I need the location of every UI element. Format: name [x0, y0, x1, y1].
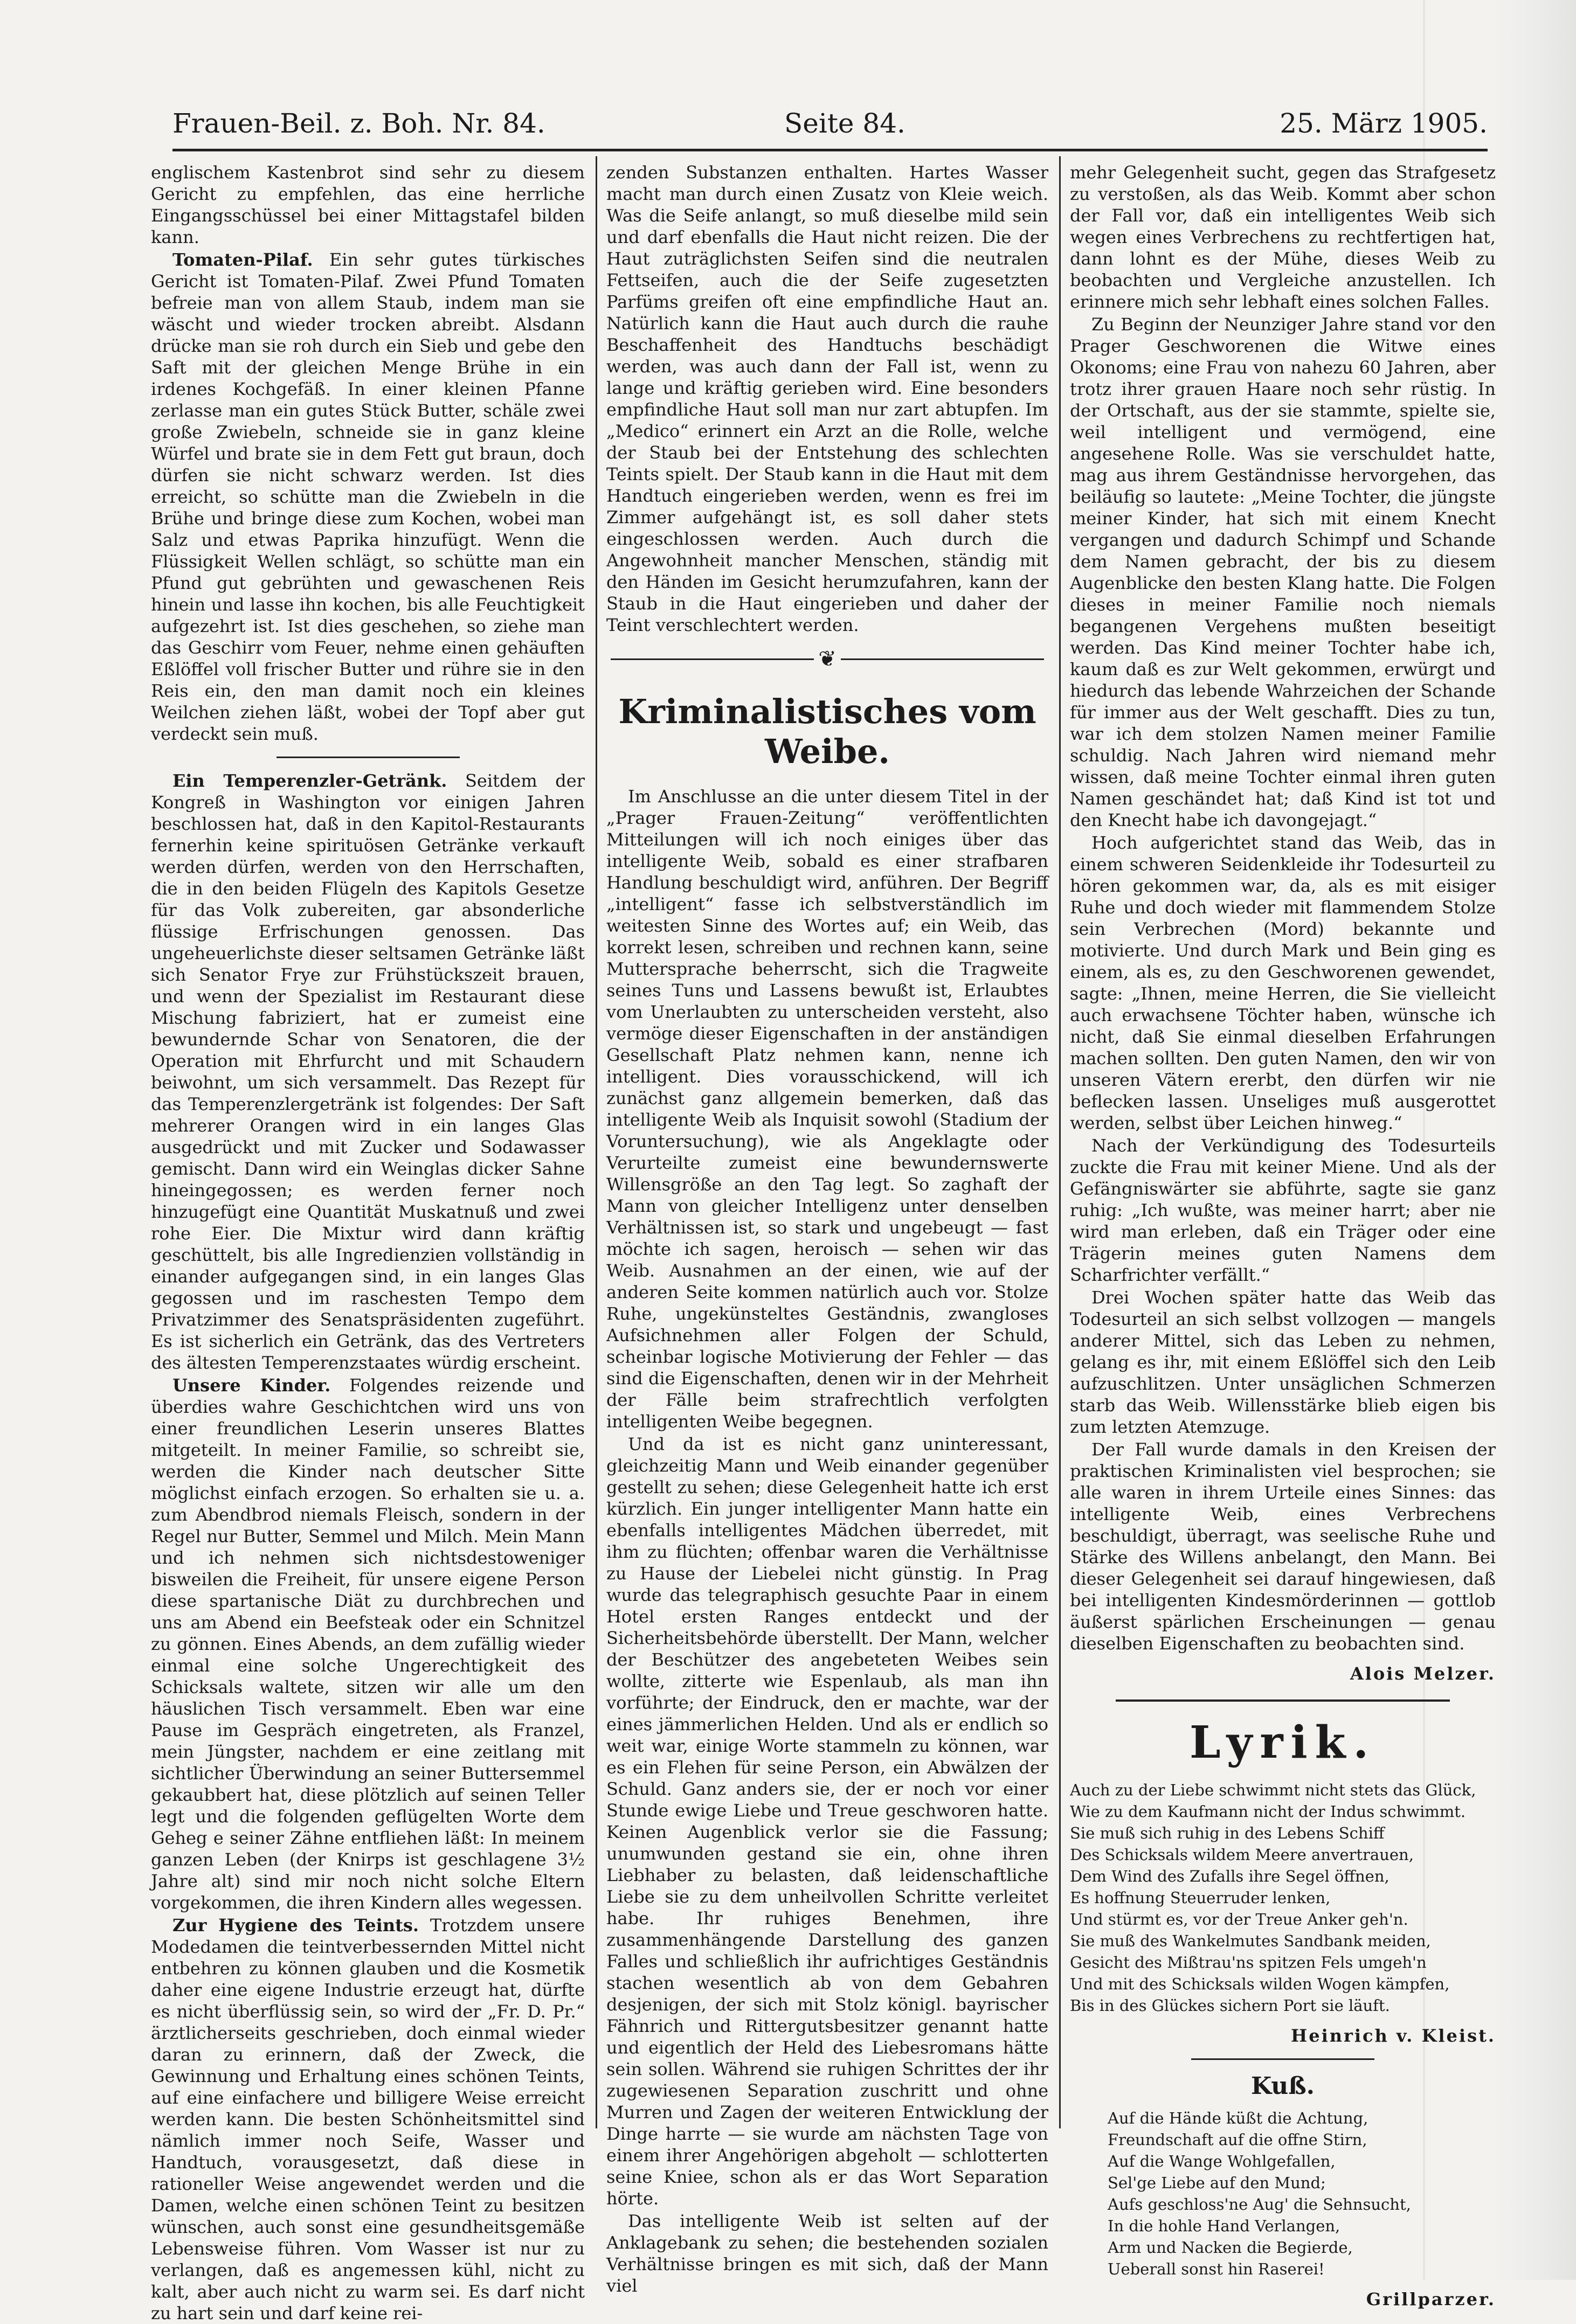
poem-author: Heinrich v. Kleist.: [1291, 2025, 1496, 2046]
paragraph: Drei Wochen später hatte das Weib das Todesurteil an sich selbst vollzogen — mangels anderer Mittel, sich das Leben zu nehmen, gelang es ihr, mit einem Eßlöffel sich den Leib aufzuschlitzen. Unter unsäglichen Schmerzen starb das Weib. Willensstärke blieb eigen bis zum letzten Atemzuge.: [1070, 1287, 1496, 1437]
poem-line: Freundschaft auf die offne Stirn,: [1108, 2131, 1367, 2149]
section-rule: [1191, 2058, 1374, 2060]
poem-line: Es hoffnung Steuerruder lenken,: [1070, 1889, 1331, 1907]
article-teint: [151, 1914, 585, 2324]
poem-line: Auf die Hände küßt die Achtung,: [1108, 2109, 1368, 2127]
column-2: [606, 162, 1048, 2296]
poem-line: Sie muß des Wankelmutes Sandbank meiden,: [1070, 1932, 1431, 1950]
page-edge: [1490, 0, 1576, 2280]
article-kinder: [151, 1375, 585, 1913]
poem-line: Und stürmt es, vor der Treue Anker geh'n.: [1070, 1910, 1408, 1928]
page-header: [172, 108, 1488, 151]
paragraph: zenden Substanzen enthalten. Hartes Wasser macht man durch einen Zusatz von Kleie weich. Was die Seife anlangt, so muß dieselbe mild sein und darf ebenfalls die Haut nicht reizen. Die der Haut zuträglichsten Seifen sind die neutralen Fettseifen, auch die der Seife zugesetzten Parfüms greifen oft eine empfindliche Haut an. Natürlich kann die Haut auch durch die rauhe Beschaffenheit des Handtuchs beschädigt werden, was auch dann der Fall ist, wenn zu lange und kräftig gerieben wird. Eine besonders empfindliche Haut soll man nur zart abtupfen. Im „Medico“ erinnert ein Arzt an die Rolle, welche der Staub bei der Entstehung des schlechten Teints spielt. Der Staub kann in die Haut mit dem Handtuch eingerieben werden, wenn es frei im Zimmer aufgehängt ist, es soll daher stets eingeschlossen werden. Auch durch die Angewohnheit mancher Menschen, ständig mit den Händen im Gesicht herumzufahren, kann der Staub in die Haut eingerieben und daher der Teint verschlechtert werden.: [606, 162, 1048, 635]
poem-line: Bis in des Glückes sichern Port sie läuft.: [1070, 1996, 1390, 2015]
section-rule: [277, 757, 460, 758]
section-rule: [1116, 1699, 1450, 1702]
section-heading: Unsere Kinder.: [172, 1375, 331, 1396]
paragraph: Im Anschlusse an die unter diesem Titel in der „Prager Frauen-Zeitung“ veröffentlichten Mitteilungen will ich noch einiges über das intelligente Weib, sobald es einer strafbaren Handlung beschuldigt wird, anführen. Der Begriff „intelligent“ fasse ich selbstverständlich im weitesten Sinne des Wortes auf; ein Weib, das korrekt lesen, schreiben und rechnen kann, seine Muttersprache beherrscht, sich die Tragweite seines Tuns und Lassens bewußt ist, Erlaubtes vom Unerlaubten zu unterscheiden versteht, also vermöge dieser Eigenschaften in der anständigen Gesellschaft Platz nehmen kann, nenne ich intelligent. Dies vorausschickend, will ich zunächst ganz allgemein bemerken, daß das intelligente Weib als Inquisit sowohl (Stadium der Voruntersuchung), wie als Angeklagte oder Verurteilte zumeist eine bewundernswerte Willensgröße an den Tag legt. So zaghaft der Mann von gleicher Intelligenz unter denselben Verhältnissen ist, so stark und ungebeugt — fast möchte ich sagen, heroisch — sehen wir das Weib. Ausnahmen an der einen, wie auf der anderen Seite kommen natürlich auch vor. Stolze Ruhe, ungekünsteltes Geständnis, zwangloses Aufsichnehmen aller Folgen der Schuld, scheinbar logische Motivierung der Fehler — das sind die Eigenschaften, denen wir in der Mehrheit der Fälle beim strafrechtlich verfolgten intelligenten Weibe begegnen.: [606, 786, 1048, 1432]
poem-line: Aufs geschloss'ne Aug' die Sehnsucht,: [1108, 2195, 1411, 2214]
header-issue: Frauen-Beil. z. Boh. Nr. 84.: [172, 108, 545, 139]
poem-line: Des Schicksals wildem Meere anvertrauen,: [1070, 1846, 1414, 1864]
column-divider: [596, 156, 597, 2128]
poem-line: Gesicht des Mißtrau'ns spitzen Fels umgeh'n: [1070, 1953, 1427, 1972]
poem-line: Auch zu der Liebe schwimmt nicht stets das Glück,: [1070, 1781, 1476, 1799]
column-1: [151, 162, 585, 2323]
article-title: Kriminalistisches vom Weibe.: [618, 692, 1036, 771]
poem-line: Und mit des Schicksals wilden Wogen kämpfen,: [1070, 1975, 1450, 1993]
paragraph-text: Folgendes reizende und überdies wahre Geschichtchen wird uns von einer freundlichen Leserin unseres Blattes mitgeteilt. In meiner Familie, so schreibt sie, werden die Kinder nach deutscher Sitte möglichst einfach erzogen. So erhalten sie u. a. zum Abendbrod niemals Fleisch, sondern in der Regel nur Butter, Semmel und Milch. Mein Mann und ich nehmen sich nichtsdestoweniger bisweilen die Freiheit, für unsere eigene Person diese spartanische Diät zu durchbrechen und uns am Abend ein Beefsteak oder ein Schnitzel zu gönnen. Eines Abends, an dem zufällig wieder einmal eine solche Ungerechtigkeit des Schicksals waltete, sitzen wir alle um den häuslichen Tisch versammelt. Eben war eine Pause im Gespräch eingetreten, als Franzel, mein Jüngster, nachdem er eine zeitlang mit sichtlicher Überwindung an seiner Buttersemmel gekaubbert hat, diese plötzlich auf seinen Teller legt und die folgenden geflügelten Worte dem Geheg e seiner Zähne entfliehen läßt: In meinem ganzen Leben (der Knirps ist geschlagene 3½ Jahre alt) sind mir noch nicht solche Eltern vorgekommen, die ihren Kindern alles wegessen.: [151, 1375, 585, 1913]
ornament-icon: ❦: [818, 647, 837, 671]
section-heading: Tomaten-Pilaf.: [172, 249, 313, 270]
ornament-bar: [611, 658, 814, 660]
ornament-bar: [841, 658, 1044, 660]
poem-title: Kuß.: [1250, 2072, 1315, 2100]
poem-kuss: [1070, 2107, 1496, 2280]
paragraph: englischem Kastenbrot sind sehr zu diesem Gericht zu empfehlen, das eine herrliche Eingangsschüssel bei einer Mittagstafel bilden kann.: [151, 162, 585, 247]
column-3: [1070, 162, 1496, 2309]
paragraph-text: Ein sehr gutes türkisches Gericht ist Tomaten-Pilaf. Zwei Pfund Tomaten befreie man von allem Staub, indem man sie wäscht und wieder trocken abreibt. Alsdann drücke man sie roh durch ein Sieb und gebe den Saft mit der gleichen Menge Brühe in ein irdenes Kochgefäß. In einer kleinen Pfanne zerlasse man ein gutes Stück Butter, schäle zwei große Zwiebeln, schneide sie in ganz kleine Würfel und brate sie in dem Fett gut braun, doch dürfen sie nicht schwarz werden. Ist dies erreicht, so schütte man die Zwiebeln in die Brühe und bringe diese zum Kochen, wobei man Salz und etwas Paprika hinzufügt. Wenn die Flüssigkeit Wellen schlägt, so schütte man ein Pfund gut gebrühten und gewaschenen Reis hinein und lasse ihn kochen, bis alle Feuchtigkeit aufgezehrt ist. Ist dies geschehen, so ziehe man das Geschirr vom Feuer, nehme einen gehäuften Eßlöffel voll frischer Butter und rühre sie in den Reis ein, den man damit noch ein kleines Weilchen ziehen läßt, wobei der Topf aber gut verdeckt sein muß.: [151, 249, 585, 744]
article-author: Alois Melzer.: [1350, 1663, 1496, 1684]
paragraph: Hoch aufgerichtet stand das Weib, das in einem schweren Seidenkleide ihr Todesurteil zu hören gekommen war, da, als es mit eisiger Ruhe und doch wieder mit flammendem Stolze sein Verbrechen (Mord) bekannte und motivierte. Und durch Mark und Bein ging es einem, als es, zu den Geschworenen gewendet, sagte: „Ihnen, meine Herren, die Sie vielleicht auch erwachsene Töchter haben, wünsche ich nicht, daß Sie einmal dieselben Erfahrungen machen sollten. Den guten Namen, den wir von unseren Vätern ererbt, den dürfen wir nie beflecken lassen. Unseliges muß ausgerottet werden, selbst über Leichen hinweg.“: [1070, 833, 1496, 1133]
paragraph: Der Fall wurde damals in den Kreisen der praktischen Kriminalisten viel besprochen; sie alle waren in ihrem Urteile eines Sinnes: das intelligente Weib, eines Verbrechens beschuldigt, überragt, was seelische Ruhe und Stärke des Willens anbelangt, den Mann. Bei dieser Gelegenheit sei darauf hingewiesen, daß bei intelligenten Kindesmörderinnen — gottlob äußerst spärlichen Erscheinungen — genau dieselben Eigenschaften zu beobachten sind.: [1070, 1439, 1496, 1654]
poem-line: Arm und Nacken die Begierde,: [1108, 2238, 1353, 2257]
poem-line: Dem Wind des Zufalls ihre Segel öffnen,: [1070, 1867, 1390, 1885]
article-tomaten: [151, 249, 585, 745]
header-date: 25. März 1905.: [1280, 108, 1488, 139]
column-divider: [1059, 156, 1061, 2128]
header-page-number: Seite 84.: [784, 108, 905, 139]
poem-line: Wie zu dem Kaufmann nicht der Indus schwimmt.: [1070, 1802, 1466, 1821]
poem-author: Grillparzer.: [1366, 2289, 1496, 2309]
paragraph: Und da ist es nicht ganz uninteressant, gleichzeitig Mann und Weib einander gegenüber gestellt zu sehen; diese Gelegenheit hatte ich erst kürzlich. Ein junger intelligenter Mann hatte ein ebenfalls intelligentes Mädchen überredet, mit ihm zu flüchten; offenbar waren die Verhältnisse zu Hause der Liebelei nicht günstig. In Prag wurde das telegraphisch gesuchte Paar in einem Hotel ersten Ranges entdeckt und der Sicherheitsbehörde überstellt. Der Mann, welcher der Beschützer des angebeteten Weibes sein wollte, zitterte wie Espenlaub, als man ihn vorführte; der Eindruck, den er machte, war der eines jämmerlichen Helden. Und als er endlich so weit war, einige Worte stammeln zu können, war es ein Flehen für seine Person, ein Abwälzen der Schuld. Ganz anders sie, der er noch vor einer Stunde ewige Liebe und Treue geschworen hatte. Keinen Augenblick verlor sie die Fassung; unumwunden gestand sie ein, ohne ihren Liebhaber zu belasten, daß leidenschaftliche Liebe sie zu dem unheilvollen Schritte verleitet habe. Ihr ruhiges Benehmen, ihre zusammenhängende Darstellung des ganzen Falles und schließlich ihr aufrichtiges Geständnis stachen wesentlich ab von dem Gebahren desjenigen, der sich mit Stolz königl. bayrischer Fähnrich und Rittergutsbesitzer genannt hatte und eigentlich der Held des Liebesromans hätte sein sollen. Während sie ruhigen Schrittes der ihr zugewiesenen Separation zuschritt und ohne Murren und Zagen der weiteren Entwicklung der Dinge harrte — sie wurde am nächsten Tage von einem ihrer Angehörigen abgeholt — schlotterten seine Kniee, schon als er das Wort Separation hörte.: [606, 1434, 1048, 2209]
poem-line: Sel'ge Liebe auf den Mund;: [1108, 2174, 1326, 2192]
paragraph-text: Seitdem der Kongreß in Washington vor einigen Jahren beschlossen hat, daß in den Kapitol-Restaurants fernerhin keine spirituösen Getränke verkauft werden dürfen, werden von den Herrschaften, die in den beiden Flügeln des Kapitols Gesetze für das Volk zubereiten, gar absonderliche flüssige Erfrischungen genossen. Das ungeheuerlichste dieser seltsamen Getränke läßt sich Senator Frye zur Frühstückszeit brauen, und wenn der Spezialist im Restaurant diese Mischung fabriziert, hat er zumeist eine bewundernde Schar von Senatoren, die der Operation mit Ehrfurcht und mit Schaudern beiwohnt, um sich versammelt. Das Rezept für das Temperenzlergetränk ist folgendes: Der Saft mehrerer Orangen wird in ein langes Glas ausgedrückt und mit Zucker und Sodawasser gemischt. Dann wird ein Weinglas dicker Sahne hineingegossen; es werden ferner noch hinzugefügt eine Quantität Muskatnuß und zwei rohe Eier. Die Mixtur wird dann kräftig geschüttelt, bis alle Ingredienzien vollständig in einander aufgegangen sind, in ein langes Glas gegossen und im raschesten Tempo dem Privatzimmer des Senatspräsidenten zugeführt. Es ist sicherlich ein Getränk, das des Vertreters des ältesten Temperenzstaates würdig erscheint.: [151, 771, 585, 1373]
section-title-lyrik: Lyrik.: [1189, 1717, 1377, 1768]
paragraph: Nach der Verkündigung des Todesurteils zuckte die Frau mit keiner Miene. Und als der Gefängniswärter sie abführte, sagte sie ganz ruhig: „Ich wußte, was meiner harrt; aber nie wird man erleben, daß ein Träger oder eine Trägerin meines guten Namens dem Scharfrichter verfällt.“: [1070, 1135, 1496, 1285]
paragraph-text: Trotzdem unsere Modedamen die teintverbessernden Mittel nicht entbehren zu können glauben und die Kosmetik daher eine eigene Industrie erzeugt hat, dürfte es nicht überflüssig sein, so wird der „Fr. D. Pr.“ ärztlicherseits geschrieben, doch einmal wieder daran zu erinnern, daß der Zweck, die Gewinnung und Erhaltung eines schönen Teints, auf eine einfachere und billigere Weise erreicht werden kann. Die besten Schönheitsmittel sind nämlich immer noch Seife, Wasser und Handtuch, vorausgesetzt, daß diese in rationeller Weise angewendet werden und die Damen, welche einen schönen Teint zu besitzen wünschen, auch sonst eine gesundheitsgemäße Lebensweise führen. Vom Wasser ist nur zu verlangen, daß es angemessen kühl, nicht zu kalt, aber auch nicht zu warm sei. Es darf nicht zu hart sein und darf keine rei-: [151, 1915, 585, 2323]
section-heading: Ein Temperenzler-Getränk.: [172, 771, 447, 791]
section-heading: Zur Hygiene des Teints.: [172, 1915, 419, 1935]
poem-line: In die hohle Hand Verlangen,: [1108, 2217, 1340, 2235]
poem-line: Auf die Wange Wohlgefallen,: [1108, 2152, 1336, 2170]
article-temperenzler: [151, 770, 585, 1373]
poem-kleist: [1070, 1779, 1496, 2016]
poem-line: Sie muß sich ruhig in des Lebens Schiff: [1070, 1824, 1385, 1842]
header-rule: [172, 149, 1488, 151]
ornament-divider: [606, 640, 1048, 678]
poem-line: Ueberall sonst hin Raserei!: [1108, 2260, 1325, 2278]
paragraph: Zu Beginn der Neunziger Jahre stand vor den Prager Geschworenen die Witwe eines Okonoms; eine Frau von nahezu 60 Jahren, aber trotz ihrer grauen Haare noch sehr rüstig. In der Ortschaft, aus der sie stammte, spielte sie, weil intelligent und vermögend, eine angesehene Rolle. Was sie verschuldet hatte, mag aus ihrem Geständnisse hervorgehen, das beiläufig so lautete: „Meine Tochter, die jüngste meiner Kinder, hat sich mit einem Knecht vergangen und dadurch Schimpf und Schande dem Namen gebracht, der bis zu diesem Augenblicke den besten Klang hatte. Die Folgen dieses in meiner Familie noch niemals begangenen Vergehens mußten beseitigt werden. Das Kind meiner Tochter habe ich, kaum daß es zur Welt gekommen, erwürgt und hiedurch das lebende Wahrzeichen der Schande für immer aus der Welt geschafft. Dies zu tun, war ich dem stolzen Namen meiner Familie schuldig. Nach Jahren wird niemand mehr wissen, daß meine Tochter einmal ihren guten Namen geschändet hat; daß Kind ist tot und den Knecht habe ich davongejagt.“: [1070, 314, 1496, 830]
paragraph: Das intelligente Weib ist selten auf der Anklagebank zu sehen; die bestehenden sozialen Verhältnisse bringen es mit sich, daß der Mann viel: [606, 2211, 1048, 2296]
paragraph: mehr Gelegenheit sucht, gegen das Strafgesetz zu verstoßen, als das Weib. Kommt aber schon der Fall vor, daß ein intelligentes Weib sich wegen eines Verbrechens zu rechtfertigen hat, dann lohnt es der Mühe, dieses Weib zu beobachten und Vergleiche anzustellen. Ich erinnere mich sehr lebhaft eines solchen Falles.: [1070, 162, 1496, 312]
